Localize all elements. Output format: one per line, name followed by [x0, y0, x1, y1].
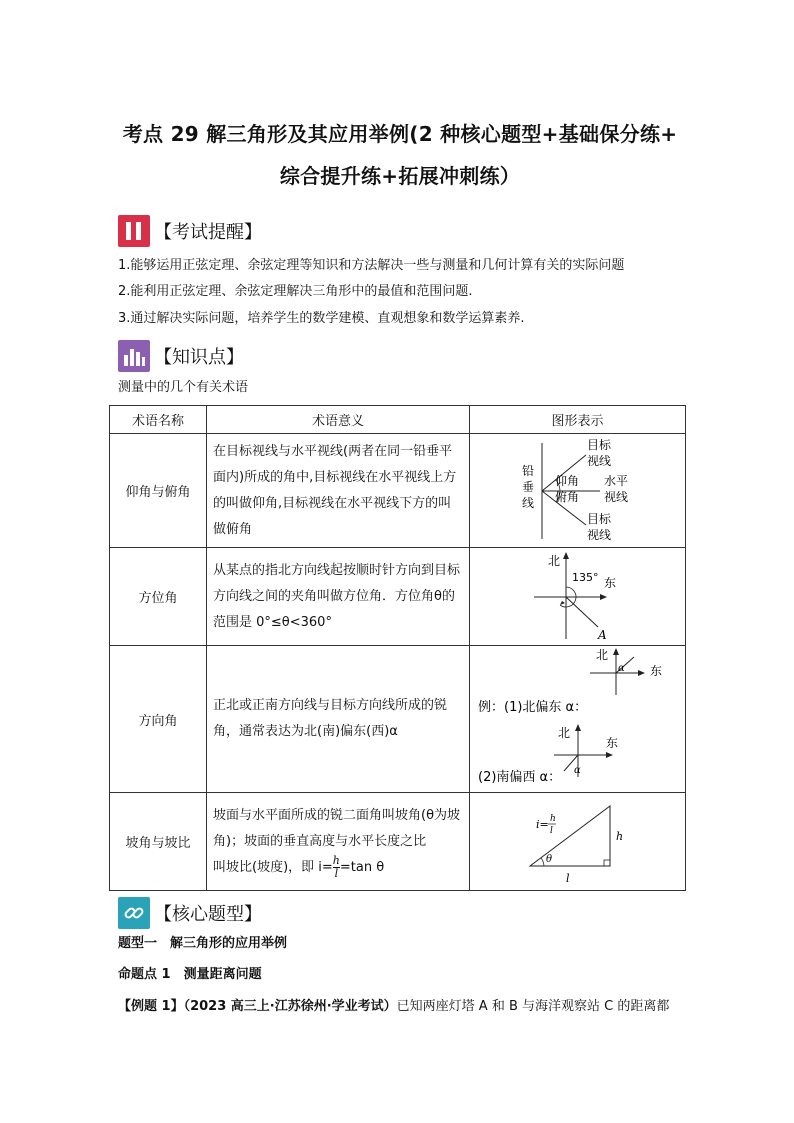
row4-meaning [207, 793, 470, 891]
fig2-north: 北 [548, 553, 561, 568]
table-row [110, 646, 686, 793]
row4-meaning-1: 坡面与水平面所成的锐二面角叫坡角(θ为坡角)；坡面的垂直高度与水平长度之比 [213, 807, 461, 849]
row2-figure [470, 548, 686, 646]
row1-meaning: 在目标视线与水平视线(两者在同一铅垂平面内)所成的角中,目标视线在水平视线上方的叫做仰角,目标视线在水平视线下方的叫做俯角 [207, 434, 470, 548]
fig2-east: 东 [604, 575, 617, 590]
direction-angle-diagram [470, 647, 684, 792]
fig3-example-1: 例：(1)北偏东 α： [478, 699, 588, 715]
section-core-header [118, 897, 262, 929]
fig4-i: i= [536, 817, 549, 831]
fig3-alpha-2: α [574, 764, 581, 776]
row3-name: 方向角 [110, 646, 207, 793]
fig4-theta: θ [546, 853, 553, 865]
row4-meaning-2: 叫坡比(坡度)，即 i= [213, 859, 333, 875]
type-heading: 题型一 解三角形的应用举例 [118, 936, 288, 951]
fig4-l: l [566, 871, 570, 885]
fig1-dep: 俯角 [555, 489, 580, 504]
pause-icon [118, 215, 150, 247]
fig2-angle: 135° [572, 570, 599, 584]
slope-fraction [333, 855, 340, 880]
example-1 [118, 997, 669, 1017]
fig4-frac-l: l [550, 825, 553, 836]
subtopic-heading: 命题点 1 测量距离问题 [118, 967, 262, 982]
fig3-example-2: (2)南偏西 α： [478, 769, 562, 785]
example-source: （2023 高三上·江苏徐州·学业考试） [183, 999, 397, 1014]
table-row [110, 434, 686, 548]
slope-diagram [470, 794, 684, 890]
fig1-plumb-1: 铅 [522, 463, 535, 478]
link-icon [118, 897, 150, 929]
exam-point-3: 3.通过解决实际问题，培养学生的数学建模、直观想象和数学运算素养. [118, 311, 525, 326]
fig1-plumb-2: 垂 [522, 479, 535, 494]
fig1-target-top-2: 视线 [587, 453, 612, 468]
fig4-frac-h: h [550, 813, 556, 824]
frac-den: l [334, 866, 339, 880]
page-title-line2: 综合提升练+拓展冲刺练） [279, 164, 521, 188]
example-text: 已知两座灯塔 A 和 B 与海洋观察站 C 的距离都 [396, 999, 670, 1014]
table-row [110, 548, 686, 646]
fig1-elev: 仰角 [555, 473, 580, 488]
bar-chart-icon [118, 340, 150, 372]
row2-meaning: 从某点的指北方向线起按顺时针方向到目标方向线之间的夹角叫做方位角．方位角θ的范围是 0°≤θ<360° [207, 548, 470, 646]
header-figure: 图形表示 [470, 406, 686, 434]
exam-point-1: 1.能够运用正弦定理、余弦定理等知识和方法解决一些与测量和几何计算有关的实际问题 [118, 258, 625, 273]
example-tag: 【例题 1】 [118, 999, 184, 1014]
frac-num: h [332, 853, 340, 867]
elevation-depression-diagram [470, 435, 684, 547]
row4-meaning-3: =tan θ [339, 859, 385, 875]
row4-figure [470, 793, 686, 891]
page-title-line1: 考点 29 解三角形及其应用举例(2 种核心题型+基础保分练+ [122, 122, 678, 146]
section-knowledge-title: 【知识点】 [154, 347, 244, 368]
fig1-target-bot-1: 目标 [587, 511, 612, 526]
exam-point-2: 2.能利用正弦定理、余弦定理解决三角形中的最值和范围问题. [118, 284, 473, 299]
fig3-north-2: 北 [558, 725, 571, 740]
row1-figure [470, 434, 686, 548]
section-exam-header [118, 215, 262, 247]
header-name: 术语名称 [110, 406, 207, 434]
row4-name: 坡角与坡比 [110, 793, 207, 891]
fig1-plumb-3: 线 [522, 495, 535, 510]
fig4-h: h [616, 829, 624, 843]
fig3-alpha-1: α [618, 662, 625, 674]
fig2-point: A [598, 627, 607, 642]
row3-figure [470, 646, 686, 793]
section-exam-title: 【考试提醒】 [154, 222, 262, 243]
fig1-horiz-1: 水平 [604, 473, 629, 488]
fig3-east-1: 东 [650, 663, 663, 678]
terms-table [109, 405, 686, 891]
section-knowledge-header [118, 340, 244, 372]
fig3-east-2: 东 [606, 735, 619, 750]
section-core-title: 【核心题型】 [154, 904, 262, 925]
bearing-angle-diagram [470, 549, 684, 645]
fig1-horiz-2: 视线 [604, 489, 629, 504]
fig1-target-top-1: 目标 [587, 437, 612, 452]
row2-name: 方位角 [110, 548, 207, 646]
table-row [110, 793, 686, 891]
table-header-row [110, 406, 686, 434]
row1-name: 仰角与俯角 [110, 434, 207, 548]
table-intro: 测量中的几个有关术语 [118, 380, 249, 395]
header-meaning: 术语意义 [207, 406, 470, 434]
fig1-target-bot-2: 视线 [587, 527, 612, 542]
row3-meaning: 正北或正南方向线与目标方向线所成的锐角，通常表达为北(南)偏东(西)α [207, 646, 470, 793]
fig3-north-1: 北 [596, 647, 609, 662]
